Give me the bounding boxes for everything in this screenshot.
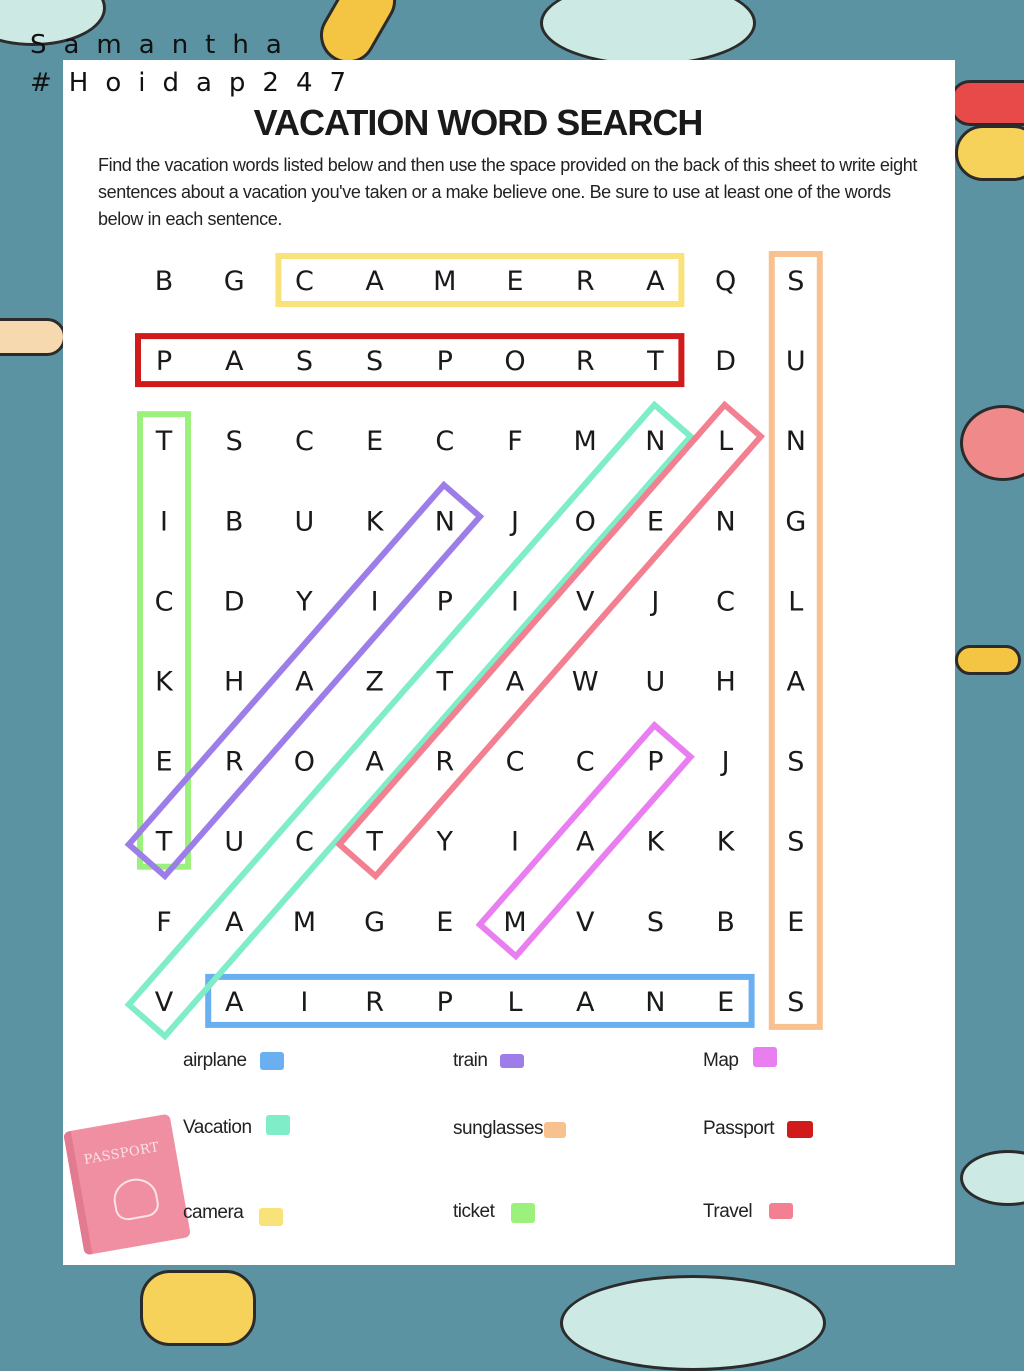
grid-letter: G [785,506,807,538]
grid-letter: T [366,826,383,858]
author-handle: #Hoidap247 [30,68,364,98]
grid-letter: U [294,506,315,538]
grid-letter: O [293,746,316,778]
grid-letter: P [155,346,173,378]
grid-letter: A [365,266,384,297]
bg-cloud [560,1275,826,1371]
author-name: Samantha [30,30,299,60]
grid-letter: E [366,426,384,458]
grid-letter: L [718,426,734,458]
grid-letter: V [575,586,595,618]
grid-letter: N [645,986,666,1018]
grid-letter: R [575,266,595,297]
grid-letter: S [295,346,313,378]
grid-letter: N [434,506,455,538]
grid-letter: T [647,346,664,378]
grid-letter: R [435,746,455,778]
grid-letter: C [294,426,314,458]
grid-letter: D [715,346,736,378]
grid-letter: A [224,986,244,1018]
legend-item-airplane: airplane [183,1050,247,1071]
grid-letter: U [224,826,245,858]
highlight-ticket [140,414,188,867]
grid-letter: C [505,746,525,778]
grid-letter: N [785,426,806,458]
legend-item-travel: Travel [703,1201,753,1222]
grid-letter: S [787,986,805,1018]
grid-letter: E [787,906,805,938]
worksheet [63,60,955,1265]
grid-letter: Y [436,826,454,858]
bg-plane-body [950,80,1024,126]
grid-letter: O [574,506,596,538]
grid-letter: C [435,426,455,458]
passport-icon-label: PASSPORT [82,1139,161,1168]
legend-swatch-passport [787,1121,813,1138]
grid-letter: K [155,666,173,698]
highlight-camera [278,256,681,304]
bg-plane-wing [955,125,1024,181]
grid-letter: H [224,666,245,698]
grid-letter: L [788,586,804,618]
grid-letter: T [436,666,454,698]
shell-icon [110,1175,160,1222]
highlight-airplane [208,977,751,1025]
grid-letter: I [300,986,309,1018]
grid-letter: E [506,266,524,297]
grid-letter: B [716,906,735,938]
grid-letter: P [436,346,453,378]
bg-cloud-pink [960,405,1024,481]
bg-cloud [960,1150,1024,1206]
grid-letter: Y [296,586,313,618]
legend-item-camera: camera [183,1202,244,1223]
highlight-passport [138,336,681,384]
grid-letter: L [507,986,523,1018]
legend-swatch-sunglasses [544,1122,566,1138]
grid-letter: A [575,986,595,1018]
grid-letter: E [646,506,664,538]
grid-letter: M [433,266,457,297]
grid-letter: R [575,346,595,378]
grid-letter: P [436,986,453,1018]
legend-swatch-travel [769,1203,793,1219]
legend-item-passport: Passport [703,1118,774,1139]
grid-letter: B [224,506,244,538]
grid-letter: D [223,586,245,618]
grid-letter: I [370,586,379,618]
grid-letter: S [787,746,805,778]
legend-item-ticket: ticket [453,1201,495,1222]
legend-item-train: train [453,1050,488,1071]
grid-letter: I [511,826,519,858]
grid-letter: T [155,426,173,458]
grid-letter: G [364,906,386,938]
grid-letter: S [787,826,805,858]
grid-letter: U [785,346,806,378]
grid-letter: C [294,266,314,297]
grid-letter: R [365,986,384,1018]
grid-letter: S [366,346,384,378]
grid-letter: S [225,426,243,458]
grid-letter: C [575,746,595,778]
legend-swatch-camera [259,1208,283,1226]
grid-letter: K [716,826,735,858]
grid-letter: I [160,506,168,538]
grid-letter: M [573,426,597,458]
legend-swatch-airplane [260,1052,284,1070]
grid-letter: M [503,906,527,938]
grid-letter: E [717,986,735,1018]
highlight-travel [339,405,760,876]
instructions: Find the vacation words listed below and then use the space provided on the back of this sheet to write eight sentences about a vacation you've taken or a make believe one. Be sure to use at least one of the words below in each sentence. [98,155,917,229]
grid-letter: A [646,266,665,297]
bg-pencil-left [0,318,66,356]
grid-letter: S [646,906,664,938]
grid-letter: C [716,586,736,618]
grid-letter: V [154,986,174,1018]
legend-swatch-map [753,1047,777,1067]
grid-letter: G [223,266,245,297]
grid-letter: P [436,586,453,618]
grid-letter: O [504,346,526,378]
grid-letter: U [645,666,666,698]
bg-cloud [540,0,756,66]
grid-letter: T [155,826,173,858]
grid-letter: J [721,746,730,778]
grid-letter: K [365,506,384,538]
grid-letter: A [786,666,806,698]
grid-letter: R [224,746,244,778]
grid-letter: A [575,826,595,858]
legend-item-map: Map [703,1050,739,1071]
grid-letter: A [224,346,244,378]
grid-letter: S [787,266,805,297]
grid-letter: Z [365,666,384,698]
grid-letter: N [645,426,666,458]
grid-letter: M [292,906,317,938]
grid-letter: A [295,666,314,698]
word-search-grid [63,60,955,1265]
legend-item-vacation: Vacation [183,1117,252,1138]
legend-swatch-ticket [511,1203,535,1223]
passport-icon [63,1114,191,1256]
grid-letter: A [365,746,384,778]
legend-swatch-vacation [266,1115,290,1135]
grid-letter: E [155,746,173,778]
grid-letter: J [511,506,519,538]
grid-letter: F [507,426,523,458]
grid-letter: W [571,666,599,698]
highlight-vacation [129,405,691,1036]
grid-letter: Q [714,266,737,297]
grid-letter: C [294,826,314,858]
grid-letter: V [575,906,595,938]
grid-letter: B [154,266,174,297]
grid-letter: A [505,666,525,698]
bg-plane-small [955,645,1021,675]
grid-letter: P [647,746,664,778]
author-watermark [30,26,363,102]
legend-item-sunglasses: sunglasses [453,1118,544,1139]
grid-letter: J [651,586,660,618]
legend-swatch-train [500,1054,524,1068]
grid-letter: A [224,906,244,938]
grid-letter: K [646,826,665,858]
grid-letter: C [154,586,174,618]
grid-letter: F [156,906,172,938]
grid-letter: E [436,906,454,938]
grid-letter: I [511,586,519,618]
page-title: VACATION WORD SEARCH [253,102,703,143]
grid-letter: H [715,666,736,698]
grid-letter: N [715,506,736,538]
